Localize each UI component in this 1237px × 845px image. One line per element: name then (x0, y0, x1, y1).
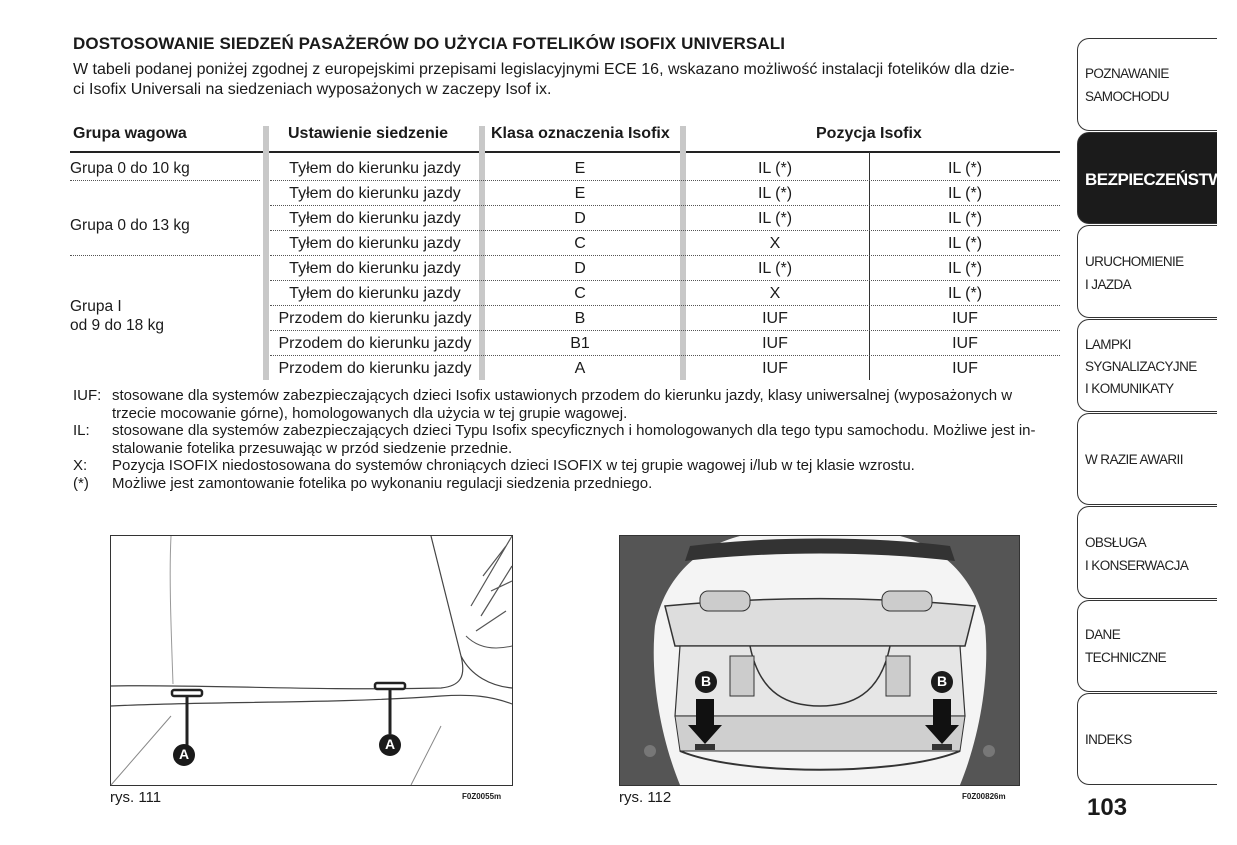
nav-tab-label: POZNAWANIE (1085, 66, 1169, 81)
nav-tab-label: TECHNICZNE (1085, 650, 1166, 665)
row-pos2: IL (*) (947, 235, 983, 252)
footnote (73, 475, 1063, 493)
intro-line: ci Isofix Universali na siedzeniach wyposażonych w zaczepy Isof ix. (73, 81, 552, 98)
row-pos2: IL (*) (947, 285, 983, 302)
header-position: Ustawienie siedzenie (288, 125, 449, 142)
table-row (270, 180, 1060, 206)
header-class: Klasa oznaczenia Isofix (491, 125, 670, 142)
figure-trunk-anchors (619, 535, 1020, 786)
callout-a: A (178, 746, 190, 762)
group-rule (70, 255, 260, 256)
figure-code: F0Z0055m (462, 792, 502, 801)
seat-illustration (111, 536, 512, 785)
footnote-key: (*) (73, 474, 89, 492)
row-class: C (574, 285, 586, 302)
intro-line: W tabeli podanej poniżej zgodnej z europejskimi przepisami legislacyjnymi ECE 16, wskazano możliwość instalacji fotelików dla dzie- (73, 61, 1015, 78)
callout-a: A (384, 736, 396, 752)
footnote-key: IL: (73, 422, 90, 439)
row-class: C (574, 235, 586, 252)
nav-tab-indeks[interactable] (1077, 693, 1217, 785)
group-rule (70, 180, 260, 181)
row-pos1: IUF (762, 335, 788, 352)
row-position: Tyłem do kierunku jazdy (289, 185, 461, 202)
row-pos1: X (769, 235, 781, 252)
row-class: D (574, 210, 586, 227)
footnote (73, 457, 1063, 475)
footnote-line: stosowane dla systemów zabezpieczających dzieci Typu Isofix specyficznych i homologowanych dla tego typu samochodu. Możliwe jest in- (112, 422, 1036, 439)
row-position: Tyłem do kierunku jazdy (289, 160, 461, 177)
row-class: E (574, 185, 586, 202)
footnote-line: trzecie mocowanie górne), homologowanych dla użycia w tej grupie wagowej. (112, 404, 628, 422)
row-position: Tyłem do kierunku jazdy (289, 285, 461, 302)
table-row (270, 205, 1060, 231)
footnote-line: Możliwe jest zamontowanie fotelika po wykonaniu regulacji siedzenia przedniego. (112, 474, 653, 492)
row-pos2: IL (*) (947, 160, 983, 177)
group-label: od 9 do 18 kg (70, 317, 164, 334)
row-position: Tyłem do kierunku jazdy (289, 210, 461, 227)
footnote-key: X: (73, 457, 88, 474)
figure-caption: rys. 111 (110, 789, 162, 806)
nav-tab-lampki[interactable] (1077, 319, 1217, 412)
trunk-illustration (620, 536, 1019, 785)
footnote (73, 422, 1063, 457)
nav-tab-label: URUCHOMIENIE (1085, 254, 1184, 269)
figure-caption: rys. 112 (619, 789, 672, 806)
nav-tab-label: I JAZDA (1085, 277, 1132, 292)
header-group: Grupa wagowa (73, 125, 187, 142)
footnote-key: IUF: (73, 387, 102, 404)
row-pos1: IL (*) (757, 160, 793, 177)
footnote (73, 387, 1063, 422)
row-position: Tyłem do kierunku jazdy (289, 235, 461, 252)
row-pos1: IUF (762, 360, 788, 377)
nav-tab-label: SYGNALIZACYJNE (1085, 359, 1197, 374)
footnotes (73, 387, 1063, 492)
page-number: 103 (1087, 794, 1128, 821)
nav-tab-uruchomienie[interactable] (1077, 225, 1217, 318)
table-row (270, 305, 1060, 331)
row-position: Przodem do kierunku jazdy (278, 335, 472, 352)
table-row (270, 156, 1060, 181)
nav-tab-label: BEZPIECZEŃSTWO (1085, 170, 1237, 189)
row-pos2: IL (*) (947, 185, 983, 202)
row-class: E (574, 160, 586, 177)
nav-tab-label: I KOMUNIKATY (1085, 381, 1174, 396)
nav-tab-label: INDEKS (1085, 732, 1132, 747)
row-pos1: IUF (762, 310, 788, 327)
group-cell (70, 159, 262, 178)
nav-tab-label: LAMPKI (1085, 337, 1131, 352)
footnote-line: Pozycja ISOFIX niedostosowana do systemów chroniących dzieci ISOFIX w tej grupie wagowej i/lub w tej klasie wzrostu. (112, 457, 915, 474)
nav-tab-label: OBSŁUGA (1085, 535, 1147, 550)
nav-tab-obsluga[interactable] (1077, 506, 1217, 599)
nav-tab-poznawanie[interactable] (1077, 38, 1217, 131)
row-pos1: IL (*) (757, 210, 793, 227)
row-position: Przodem do kierunku jazdy (278, 310, 472, 327)
row-pos2: IL (*) (947, 260, 983, 277)
row-position: Przodem do kierunku jazdy (278, 360, 472, 377)
footnote-line: stalowanie fotelika przesuwając w przód siedzenie przednie. (112, 439, 513, 457)
table-row (270, 280, 1060, 306)
page-title: DOSTOSOWANIE SIEDZEŃ PASAŻERÓW DO UŻYCIA FOTELIKÓW ISOFIX UNIVERSALI (73, 34, 786, 53)
row-class: A (574, 360, 586, 377)
group-cell (70, 216, 262, 235)
row-pos1: X (769, 285, 781, 302)
row-pos2: IUF (952, 335, 978, 352)
row-pos2: IUF (952, 310, 978, 327)
nav-tab-label: SAMOCHODU (1085, 89, 1169, 104)
row-position: Tyłem do kierunku jazdy (289, 260, 461, 277)
table-row (270, 355, 1060, 381)
figure-rear-seat-anchors (110, 535, 513, 786)
nav-tab-dane-techniczne[interactable] (1077, 600, 1217, 692)
group-label: Grupa I (70, 298, 122, 315)
row-class: B (574, 310, 586, 327)
table-row (270, 230, 1060, 256)
callout-b: B (700, 673, 712, 689)
row-pos1: IL (*) (757, 185, 793, 202)
footnote-line: stosowane dla systemów zabezpieczających dzieci Isofix ustawionych przodem do kierunku jazdy, klasy uniwersalnej (wyposażonych w (112, 387, 1013, 404)
nav-tab-w-razie-awarii[interactable] (1077, 413, 1217, 505)
table-row (270, 255, 1060, 281)
column-separator (263, 126, 269, 380)
figure-code: F0Z00826m (962, 792, 1006, 801)
group-cell (70, 297, 262, 335)
nav-tab-bezpieczenstwo[interactable] (1077, 132, 1237, 224)
row-class: D (574, 260, 586, 277)
nav-tab-label: I KONSERWACJA (1085, 558, 1189, 573)
header-isofix-position: Pozycja Isofix (816, 125, 922, 142)
header-rule (70, 151, 1060, 153)
table-row (270, 330, 1060, 356)
row-pos2: IUF (952, 360, 978, 377)
callout-b: B (936, 673, 948, 689)
group-label: Grupa 0 do 10 kg (70, 160, 190, 177)
row-pos2: IL (*) (947, 210, 983, 227)
group-label: Grupa 0 do 13 kg (70, 217, 190, 234)
nav-tab-label: W RAZIE AWARII (1085, 452, 1183, 467)
nav-tab-label: DANE (1085, 627, 1121, 642)
row-class: B1 (570, 335, 590, 352)
row-pos1: IL (*) (757, 260, 793, 277)
intro-paragraph (73, 60, 1063, 100)
